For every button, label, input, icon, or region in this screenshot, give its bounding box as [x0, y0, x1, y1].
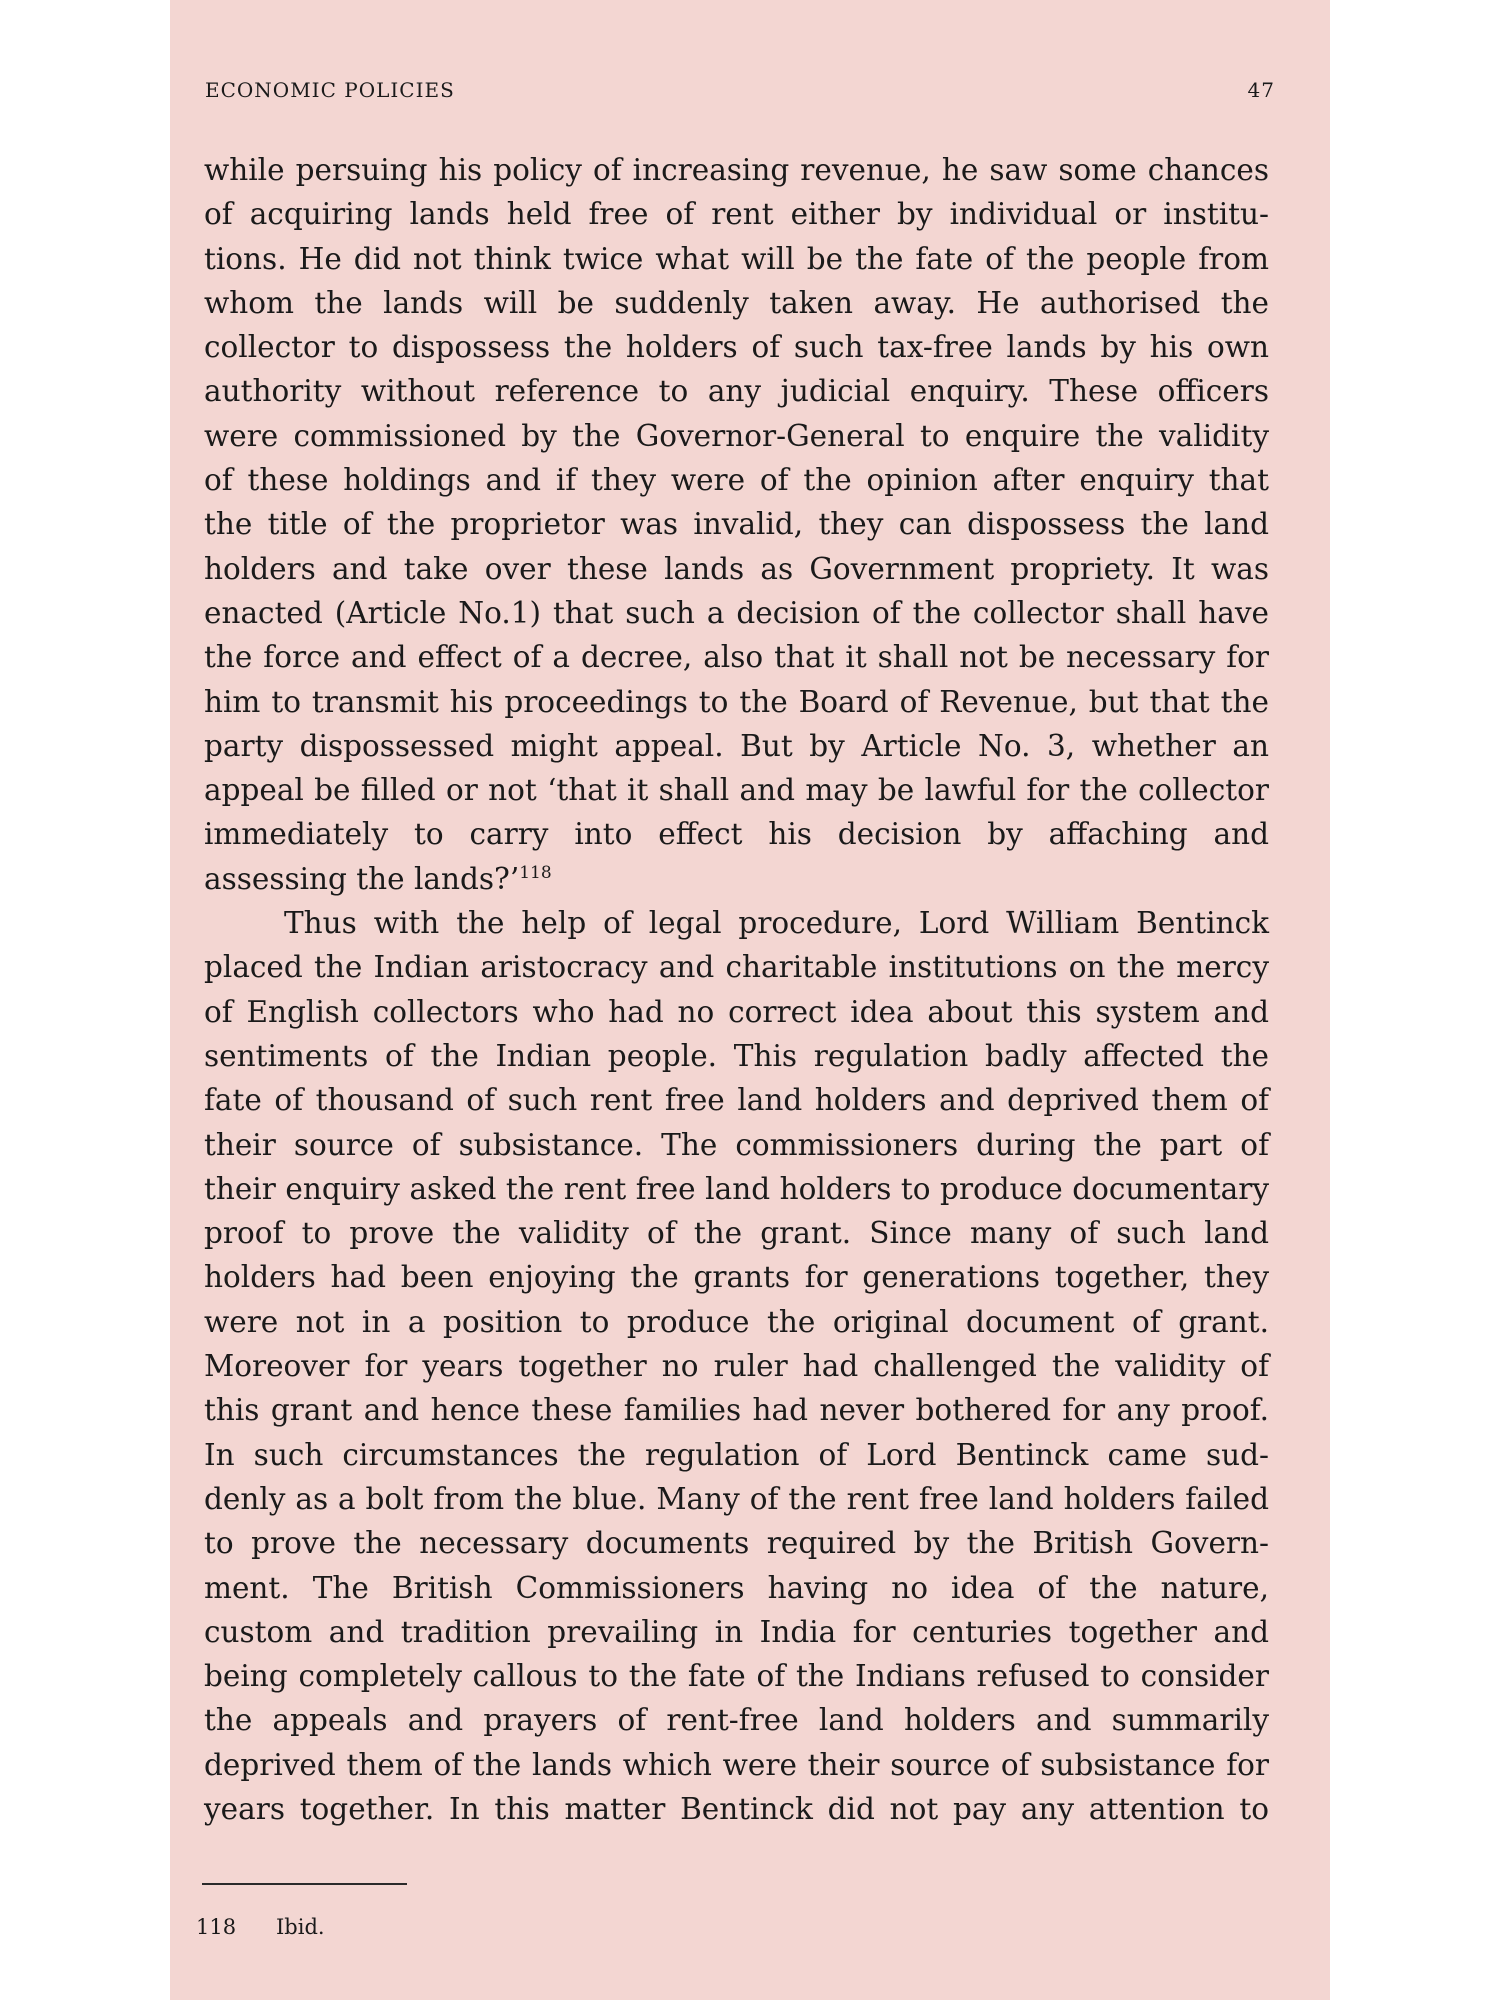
text-line: holders and take over these lands as Government propriety. It was — [204, 551, 1269, 586]
text-line: were not in a position to produce the original document of grant. — [204, 1304, 1269, 1339]
paragraph-end-line — [204, 857, 1269, 901]
text-line: deprived them of the lands which were their source of subsistance for — [204, 1747, 1269, 1782]
text-line: the force and effect of a decree, also that it shall not be necessary for — [204, 640, 1269, 675]
book-page — [170, 0, 1330, 2000]
text-line: of acquiring lands held free of rent either by individual or institu- — [204, 197, 1269, 232]
footnote-divider — [202, 1883, 407, 1885]
text-line: ment. The British Commissioners having no idea of the nature, — [204, 1570, 1269, 1605]
text-line: immediately to carry into effect his decision by affaching and — [204, 817, 1269, 852]
text-line: authority without reference to any judicial enquiry. These officers — [204, 374, 1269, 409]
text-line: In such circumstances the regulation of Lord Bentinck came sud- — [204, 1437, 1269, 1472]
text-line: the title of the proprietor was invalid, they can dispossess the land — [204, 507, 1269, 542]
text-line: placed the Indian aristocracy and charitable institutions on the mercy — [204, 950, 1269, 985]
text-line: collector to dispossess the holders of such tax-free lands by his own — [204, 330, 1269, 365]
text-line: denly as a bolt from the blue. Many of the rent free land holders failed — [204, 1481, 1269, 1516]
text-line: Moreover for years together no ruler had challenged the validity of — [204, 1349, 1269, 1384]
text-line: of English collectors who had no correct idea about this system and — [204, 994, 1269, 1029]
text-line: were commissioned by the Governor-General to enquire the validity — [204, 418, 1269, 453]
text-line: him to transmit his proceedings to the Board of Revenue, but that the — [204, 684, 1269, 719]
page-header — [205, 78, 1275, 106]
text-line: this grant and hence these families had never bothered for any proof. — [204, 1393, 1269, 1428]
text-line: being completely callous to the fate of the Indians refused to consider — [204, 1659, 1269, 1694]
text-line: enacted (Article No.1) that such a decision of the collector shall have — [204, 595, 1269, 630]
text-line: assessing the lands?’ — [204, 861, 520, 896]
text-line: their source of subsistance. The commissioners during the part of — [204, 1127, 1269, 1162]
body-text — [204, 148, 1269, 1831]
text-line: proof to prove the validity of the grant. Since many of such land — [204, 1216, 1269, 1251]
text-line: Thus with the help of legal procedure, Lord William Bentinck — [284, 906, 1269, 941]
text-line: fate of thousand of such rent free land holders and deprived them of — [204, 1083, 1269, 1118]
text-line: appeal be filled or not ‘that it shall and may be lawful for the collector — [204, 773, 1269, 808]
text-line: holders had been enjoying the grants for generations together, they — [204, 1260, 1269, 1295]
text-line: custom and tradition prevailing in India for centuries together and — [204, 1614, 1269, 1649]
page-number: 47 — [1247, 78, 1275, 102]
running-title: ECONOMIC POLICIES — [205, 78, 455, 102]
text-line: to prove the necessary documents required by the British Govern- — [204, 1526, 1269, 1561]
text-line: sentiments of the Indian people. This regulation badly affected the — [204, 1038, 1269, 1073]
text-line: the appeals and prayers of rent-free land holders and summarily — [204, 1703, 1269, 1738]
text-line: tions. He did not think twice what will be the fate of the people from — [204, 241, 1269, 276]
footnote — [196, 1915, 325, 1939]
text-line: whom the lands will be suddenly taken away. He authorised the — [204, 285, 1269, 320]
footnote-number: 118 — [196, 1915, 237, 1939]
text-line: their enquiry asked the rent free land holders to produce documentary — [204, 1171, 1269, 1206]
text-line: while persuing his policy of increasing revenue, he saw some chances — [204, 153, 1269, 187]
footnote-text: Ibid. — [276, 1915, 325, 1939]
text-line: of these holdings and if they were of the opinion after enquiry that — [204, 463, 1269, 498]
footnote-reference: 118 — [519, 862, 552, 883]
text-line: party dispossessed might appeal. But by Article No. 3, whether an — [204, 728, 1269, 763]
text-line: years together. In this matter Bentinck did not pay any attention to — [204, 1791, 1269, 1826]
